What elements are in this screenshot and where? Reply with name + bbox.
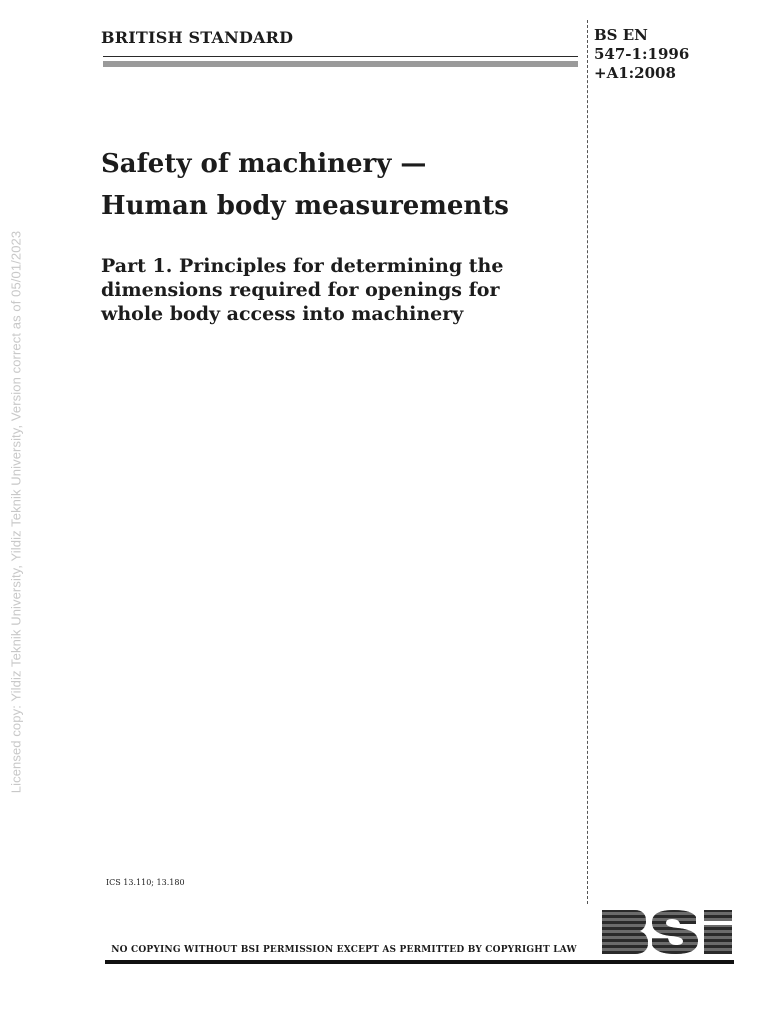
subtitle-line: dimensions required for openings for — [101, 279, 500, 301]
title-line: Safety of machinery — — [101, 149, 427, 179]
standard-number-line: 547-1:1996 — [594, 45, 690, 63]
vertical-divider — [587, 20, 588, 904]
standard-number — [594, 26, 754, 83]
document-title — [101, 143, 571, 227]
document-type-label: BRITISH STANDARD — [101, 28, 294, 47]
ics-code: ICS 13.110; 13.180 — [106, 878, 185, 887]
license-watermark: Licensed copy: Yildiz Teknik University, Yildiz Teknik University, Version correct as of 05/01/2023 — [8, 230, 24, 794]
copyright-notice: NO COPYING WITHOUT BSI PERMISSION EXCEPT AS PERMITTED BY COPYRIGHT LAW — [111, 945, 577, 955]
document-subtitle — [101, 254, 571, 326]
subtitle-line: Part 1. Principles for determining the — [101, 255, 504, 277]
header-rule-thin — [103, 56, 578, 57]
title-line: Human body measurements — [101, 191, 509, 221]
header-rule-thick — [103, 61, 578, 67]
standard-number-line: +A1:2008 — [594, 64, 676, 82]
standard-number-line: BS EN — [594, 26, 648, 44]
footer-rule — [105, 960, 734, 964]
subtitle-line: whole body access into machinery — [101, 303, 464, 325]
bsi-logo — [600, 908, 734, 956]
